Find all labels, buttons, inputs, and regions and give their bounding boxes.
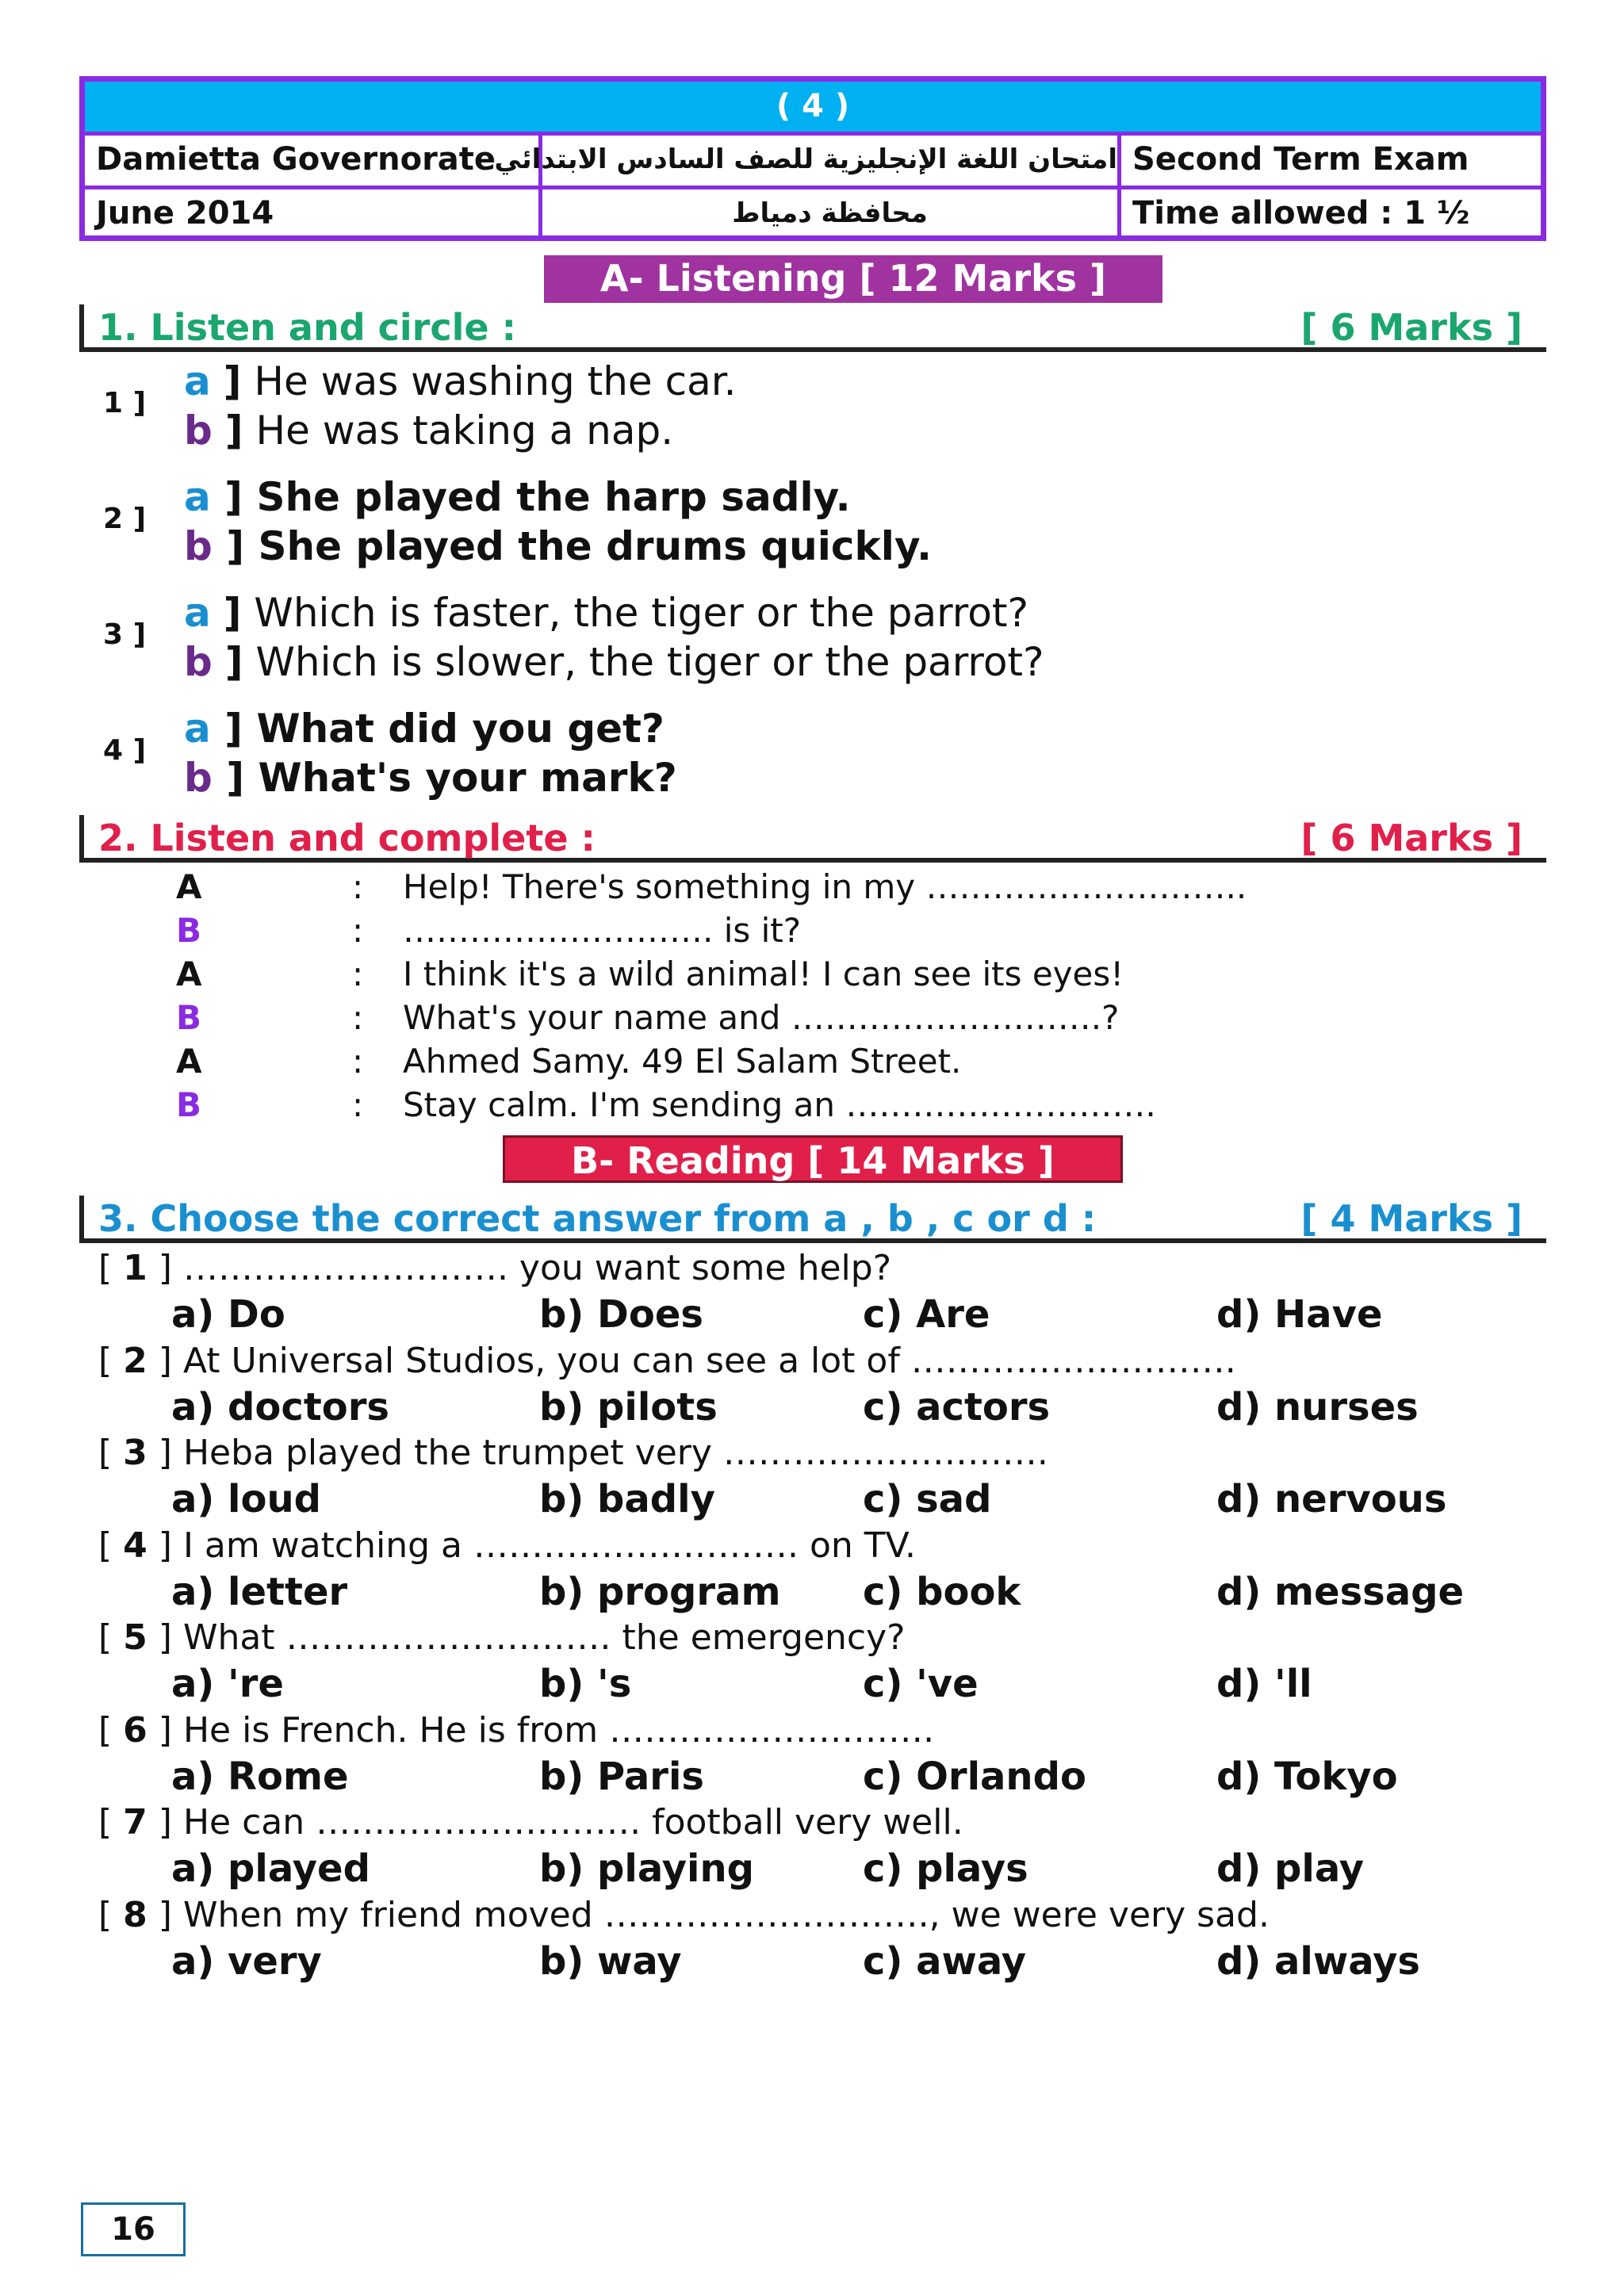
- question-open-bracket: [: [98, 1894, 113, 1935]
- option-a: a) doctors: [171, 1384, 389, 1429]
- speaker-label: A: [176, 867, 202, 906]
- q3-heading: [79, 1196, 1546, 1243]
- question-close-bracket: ]: [158, 1433, 172, 1473]
- mcq-question: [98, 1800, 963, 1845]
- q2-title: 2. Listen and complete :: [98, 817, 596, 859]
- option-d: d) nurses: [1216, 1384, 1419, 1429]
- option-letter-b: b: [184, 755, 213, 801]
- question-number: 7: [123, 1802, 147, 1843]
- option-c: c) Are: [863, 1292, 990, 1337]
- question-text: He is French. He is from ……………………….: [171, 1709, 935, 1751]
- q1-option-b: [184, 755, 677, 801]
- question-close-bracket: ]: [158, 1709, 172, 1751]
- option-bracket: ]: [226, 755, 245, 801]
- colon: :: [352, 955, 364, 993]
- option-d: d) play: [1216, 1846, 1365, 1891]
- dialogue-text: I think it's a wild animal! I can see its eyes!: [403, 955, 1124, 993]
- question-text: I am watching a ………………………. on TV.: [171, 1525, 917, 1566]
- option-a: a) very: [171, 1938, 322, 1984]
- option-b: b) pilots: [539, 1384, 718, 1429]
- mcq-question: [98, 1893, 1270, 1938]
- arabic-exam-title: امتحان اللغة الإنجليزية للصف السادس الابتدائي: [542, 136, 1121, 186]
- option-bracket: ]: [224, 639, 243, 685]
- option-a: a) letter: [171, 1569, 348, 1614]
- option-c: c) plays: [863, 1846, 1028, 1891]
- colon: :: [352, 867, 364, 906]
- section-a-banner: A- Listening [ 12 Marks ]: [544, 255, 1162, 303]
- mcq-question: [98, 1709, 934, 1753]
- speaker-label: B: [176, 1085, 202, 1124]
- exam-date: June 2014: [85, 189, 542, 239]
- option-b: b) way: [539, 1938, 682, 1984]
- question-close-bracket: ]: [158, 1525, 172, 1566]
- q1-heading: [79, 304, 1546, 352]
- q1-item-number: 2 ]: [103, 503, 147, 535]
- option-bracket: ]: [224, 408, 243, 453]
- question-open-bracket: [: [98, 1248, 113, 1288]
- q1-option-text: Which is slower, the tiger or the parrot?: [255, 639, 1044, 685]
- exam-header-table: [79, 76, 1546, 241]
- q1-title: 1. Listen and circle :: [98, 306, 517, 349]
- question-number: 1: [123, 1248, 147, 1288]
- q1-option-b: [184, 523, 932, 569]
- mcq-question: [98, 1616, 906, 1660]
- option-bracket: ]: [223, 590, 242, 636]
- option-c: c) sad: [863, 1477, 992, 1521]
- q1-option-text: What's your mark?: [258, 755, 677, 801]
- speaker-label: A: [176, 1042, 202, 1081]
- q1-option-text: She played the harp sadly.: [256, 474, 851, 520]
- question-close-bracket: ]: [158, 1894, 172, 1935]
- option-b: b) Does: [539, 1292, 703, 1337]
- colon: :: [352, 911, 364, 950]
- option-letter-b: b: [184, 639, 213, 685]
- option-d: d) message: [1216, 1569, 1465, 1614]
- q2-marks: [ 6 Marks ]: [1300, 817, 1522, 859]
- question-open-bracket: [: [98, 1802, 113, 1843]
- option-c: c) away: [863, 1938, 1027, 1984]
- option-d: d) always: [1216, 1938, 1420, 1984]
- option-b: b) program: [539, 1569, 781, 1614]
- colon: :: [352, 1042, 364, 1081]
- q1-option-text: She played the drums quickly.: [258, 523, 932, 569]
- q1-option-a: [184, 474, 851, 520]
- option-c: c) actors: [863, 1384, 1051, 1429]
- q3-title: 3. Choose the correct answer from a , b , c or d :: [98, 1197, 1097, 1240]
- question-number: 8: [123, 1894, 147, 1935]
- question-text: At Universal Studios, you can see a lot of ……………………….: [171, 1340, 1236, 1381]
- mcq-question: [98, 1431, 1048, 1475]
- q1-option-a: [184, 358, 737, 404]
- mcq-question: [98, 1339, 1236, 1383]
- option-bracket: ]: [224, 706, 243, 752]
- option-bracket: ]: [223, 358, 242, 404]
- dialogue-text: ………………………. is it?: [403, 911, 802, 950]
- q2-heading: [79, 815, 1546, 863]
- dialogue-line: [0, 909, 1624, 952]
- option-a: a) played: [171, 1846, 370, 1891]
- dialogue-text: Stay calm. I'm sending an ……………………….: [403, 1085, 1156, 1124]
- question-number: 2: [123, 1340, 147, 1381]
- question-number: 3: [123, 1433, 147, 1473]
- option-bracket: ]: [226, 523, 245, 569]
- option-d: d) nervous: [1216, 1477, 1447, 1521]
- dialogue-line: [0, 953, 1624, 996]
- question-open-bracket: [: [98, 1340, 113, 1381]
- option-b: b) Paris: [539, 1754, 704, 1799]
- q1-marks: [ 6 Marks ]: [1300, 306, 1522, 349]
- q1-option-text: Which is faster, the tiger or the parrot?: [254, 590, 1028, 636]
- speaker-label: A: [176, 955, 202, 993]
- question-text: When my friend moved ………………………., we were very sad.: [171, 1894, 1270, 1935]
- dialogue-line: [0, 866, 1624, 909]
- dialogue-line: [0, 997, 1624, 1039]
- question-open-bracket: [: [98, 1525, 113, 1566]
- question-text: What ………………………. the emergency?: [171, 1617, 906, 1658]
- q1-option-text: He was washing the car.: [254, 358, 737, 404]
- option-a: a) 're: [171, 1662, 284, 1706]
- mcq-question: [98, 1246, 891, 1291]
- question-close-bracket: ]: [158, 1248, 172, 1288]
- dialogue-text: Ahmed Samy. 49 El Salam Street.: [403, 1042, 962, 1081]
- question-close-bracket: ]: [158, 1340, 172, 1381]
- colon: :: [352, 998, 364, 1037]
- question-open-bracket: [: [98, 1709, 113, 1751]
- colon: :: [352, 1085, 364, 1124]
- option-d: d) Tokyo: [1216, 1754, 1398, 1799]
- q1-item-number: 4 ]: [103, 734, 147, 767]
- question-close-bracket: ]: [158, 1802, 172, 1843]
- question-close-bracket: ]: [158, 1617, 172, 1658]
- question-number: 4: [123, 1525, 147, 1566]
- arabic-governorate: محافظة دمياط: [542, 189, 1121, 239]
- dialogue-text: Help! There's something in my ………………………..: [403, 867, 1247, 906]
- option-a: a) loud: [171, 1477, 321, 1521]
- option-a: a) Do: [171, 1292, 285, 1337]
- option-a: a) Rome: [171, 1754, 349, 1799]
- option-d: d) Have: [1216, 1292, 1383, 1337]
- option-letter-a: a: [184, 590, 211, 636]
- term-label: Second Term Exam: [1132, 141, 1469, 178]
- option-b: b) badly: [539, 1477, 715, 1521]
- page-number: 16: [81, 2202, 186, 2256]
- option-letter-b: b: [184, 408, 213, 453]
- q1-option-b: [184, 639, 1044, 685]
- q1-item-number: 1 ]: [103, 387, 147, 419]
- question-open-bracket: [: [98, 1617, 113, 1658]
- exam-number: ( 4 ): [85, 82, 1541, 136]
- q1-option-a: [184, 590, 1028, 636]
- option-b: b) 's: [539, 1662, 632, 1706]
- governorate-label: Damietta Governorate: [85, 136, 542, 186]
- speaker-label: B: [176, 911, 202, 950]
- header-row-2: [85, 189, 1541, 239]
- option-letter-b: b: [184, 523, 213, 569]
- dialogue-line: [0, 1040, 1624, 1083]
- section-b-banner: B- Reading [ 14 Marks ]: [503, 1135, 1123, 1183]
- question-number: 5: [123, 1617, 147, 1658]
- question-text: ………………………. you want some help?: [171, 1248, 892, 1288]
- question-number: 6: [123, 1709, 147, 1751]
- speaker-label: B: [176, 998, 202, 1037]
- option-letter-a: a: [184, 706, 211, 752]
- option-c: c) Orlando: [863, 1754, 1086, 1799]
- option-d: d) 'll: [1216, 1662, 1312, 1706]
- header-row-1: [85, 136, 1541, 189]
- question-text: Heba played the trumpet very ……………………….: [171, 1433, 1048, 1473]
- question-text: He can ………………………. football very well.: [171, 1802, 963, 1843]
- q3-marks: [ 4 Marks ]: [1300, 1197, 1522, 1240]
- q1-option-text: What did you get?: [256, 706, 665, 752]
- option-letter-a: a: [184, 474, 211, 520]
- option-c: c) book: [863, 1569, 1021, 1614]
- option-c: c) 've: [863, 1662, 979, 1706]
- q1-option-a: [184, 706, 665, 752]
- dialogue-line: [0, 1084, 1624, 1127]
- dialogue-text: What's your name and ……………………….?: [403, 998, 1120, 1037]
- q1-item-number: 3 ]: [103, 618, 147, 651]
- mcq-question: [98, 1524, 916, 1568]
- option-b: b) playing: [539, 1846, 755, 1891]
- time-allowed: Time allowed : 1 ½: [1132, 195, 1470, 232]
- option-bracket: ]: [224, 474, 243, 520]
- q1-option-text: He was taking a nap.: [255, 408, 674, 453]
- q1-option-b: [184, 408, 673, 453]
- question-open-bracket: [: [98, 1433, 113, 1473]
- option-letter-a: a: [184, 358, 211, 404]
